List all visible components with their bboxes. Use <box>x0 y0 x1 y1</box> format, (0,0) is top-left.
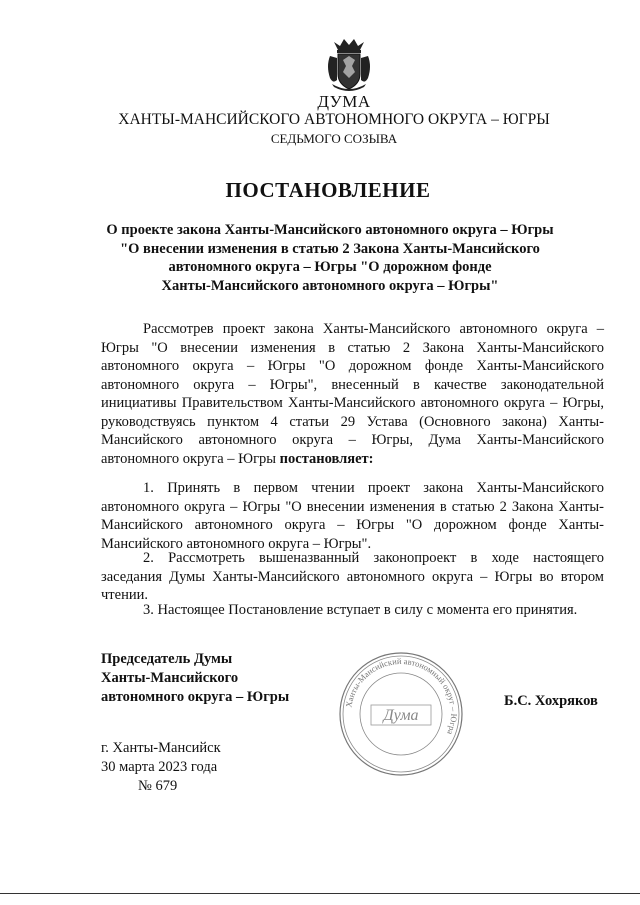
signer-title-line: Председатель Думы <box>101 651 233 667</box>
document-subject <box>80 221 560 295</box>
preamble-paragraph <box>101 320 604 468</box>
subject-line: "О внесении изменения в статью 2 Закона Ханты-Мансийского <box>120 240 540 257</box>
issue-city: г. Ханты-Мансийск <box>101 740 221 756</box>
subject-line: О проекте закона Ханты-Мансийского автономного округа – Югры <box>106 222 554 238</box>
issue-details <box>101 739 221 796</box>
svg-text:Ханты-Мансийский автономный ок: Ханты-Мансийский автономный округ – Югра <box>343 655 460 737</box>
bottom-rule <box>0 893 640 894</box>
resolution-item-2: 2. Рассмотреть вышеназванный законопроект в ходе настоящего заседания Думы Ханты-Мансийского автономного округа – Югры во втором чтении. <box>101 550 604 603</box>
issue-number: № 679 <box>138 778 178 794</box>
coat-of-arms-icon <box>324 36 374 94</box>
official-seal-stamp <box>338 651 464 777</box>
document-type: ПОСТАНОВЛЕНИЕ <box>225 178 431 202</box>
org-title: ДУМА <box>317 92 371 111</box>
region-title: ХАНТЫ-МАНСИЙСКОГО АВТОНОМНОГО ОКРУГА – ЮГРЫ <box>118 111 550 128</box>
preamble-decision: постановляет: <box>279 450 374 467</box>
convocation-title: СЕДЬМОГО СОЗЫВА <box>270 131 398 146</box>
signer-title <box>101 650 289 707</box>
signer-title-line: автономного округа – Югры <box>101 689 290 705</box>
resolution-item-1: 1. Принять в первом чтении проект закона Ханты-Мансийского автономного округа – Югры "О внесении изменения в статью 2 Закона Ханты-Мансийского автономного округа – Югры "О дорожном фонде Ханты-Мансийского автономного округа – Югры". <box>101 480 604 552</box>
preamble-text: Рассмотрев проект закона Ханты-Мансийского автономного округа – Югры "О внесении изменения в статью 2 Закона Ханты-Мансийского автономного округа – Югры "О дорожном фонде Ханты-Мансийского автономного округа – Югры", внесенный в качестве законодательной инициативы Правительством Ханты-Мансийского автономного округа – Югры, руководствуясь пунктом 4 статьи 29 Устава (Основного закона) Ханты-Мансийского автономного округа – Югры, Дума Ханты-Мансийского автономного округа – Югры <box>101 321 604 467</box>
svg-text:Дума: Дума <box>383 707 419 724</box>
issue-date: 30 марта 2023 года <box>101 759 218 775</box>
subject-line: автономного округа – Югры "О дорожном фонде <box>168 259 492 275</box>
signer-title-line: Ханты-Мансийского <box>101 670 239 686</box>
subject-line: Ханты-Мансийского автономного округа – Югры" <box>161 277 499 294</box>
signer-name: Б.С. Хохряков <box>504 693 598 709</box>
resolution-item-3: 3. Настоящее Постановление вступает в силу с момента его принятия. <box>143 602 578 618</box>
